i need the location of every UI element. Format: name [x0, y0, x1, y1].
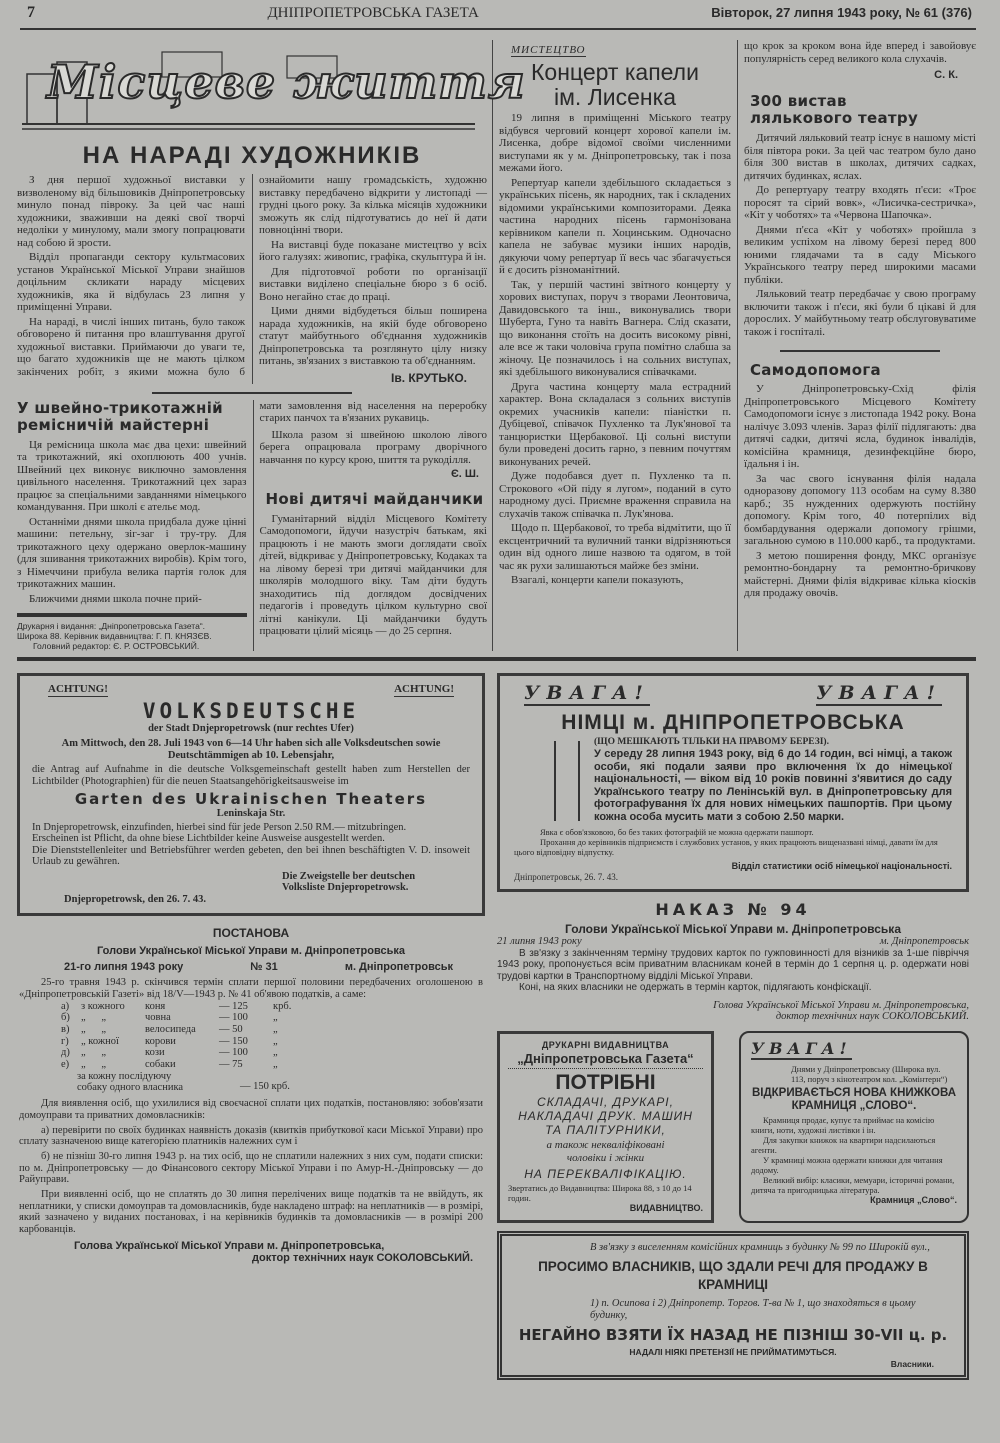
notice-subtitle: (ЩО МЕШКАЮТЬ ТІЛЬКИ НА ПРАВОМУ БЕРЕЗІ).: [594, 737, 829, 747]
paragraph: За час свого існування філія надала одноразову допомогу 113 особам на суму 8.380 карб.; 35 нужденних одержують постійну допомогу. Крім того, 40 потерпілих від бомбардування одержали допомогу грішми, загальною сумою в 110.000 карб., та продуктами.: [744, 472, 976, 547]
resolution-text: При виявленні осіб, що не сплатять до 30 липня перелічених вище податків та не ввійдуть, як неплатники, у списки домоуправ та домовласників, буде накладено штраф: на неплатників — в розмірі, який зазначено у виданих постановах, і на керівників будинків та домовласників — в розмірі 200 карбованців.: [19, 1189, 483, 1236]
order-signature: Голова Української Міської Управи м. Дніпропетровська, доктор технічних наук СОКОЛОВСЬКИЙ.: [713, 999, 969, 1022]
tax-row: [61, 1024, 297, 1036]
order-city: м. Дніпропетровськ: [879, 936, 969, 947]
ad-text: СКЛАДАЧІ, ДРУКАРІ, НАКЛАДАЧІ ДРУК. МАШИН ТА ПАЛІТУРНИКИ,: [518, 1094, 693, 1137]
paper-title: ДНІПРОПЕТРОВСЬКА ГАЗЕТА: [267, 5, 479, 21]
notice-place: Garten des Ukrainischen Theaters: [74, 790, 428, 808]
notice-title: VOLKSDEUTSCHE: [142, 698, 360, 723]
byline: С. К.: [934, 69, 958, 81]
sewing-article: [17, 400, 253, 652]
resolution-text: Для виявлення осіб, що ухилилися від своєчасної сплати цих податків, постановляю: зобов'язати домоуправи та приватних домовласників:: [19, 1098, 483, 1121]
ad-text: Великий вибір: класики, мемуари, історичні романи, дитяча та пригодницька література.: [751, 1174, 955, 1195]
tax-item: велосипеда: [145, 1023, 196, 1035]
notice-text: Erscheinen ist Pflicht, da ohne biese Lichtbilder keine Ausweise ausgestellt werden.: [32, 833, 385, 844]
paragraph: Для підготовчої роботи по організації виставки виділено спеціальне бюро з 6 осіб. Воно негайно стає до праці.: [259, 265, 487, 303]
paragraph: Ближчими днями школа почне прий-: [29, 592, 202, 605]
resolution-text: а) перевірити по своїх будинках наявність доказів (квитків прибуткової каси Міської Управи) про сплату зазначеною вище категорією платників належних сум і: [19, 1124, 483, 1148]
puppet-headline: 300 вистав лялькового театру: [750, 92, 919, 127]
tax-prefix: „ „: [81, 1023, 107, 1035]
order-94: [497, 900, 969, 1023]
notice-text: In Dnjepropetrowsk, einzufinden, hierbei sind für jede Person 2.50 RM.— mitzubringen.: [32, 821, 407, 833]
paragraph: На виставці буде показане мистецтво у всіх його галузях: живопис, графіка, скульптура й ін.: [259, 238, 487, 263]
paragraph: Так, у першій частині звітного концерту у хорових виступах, поруч з творами Леонтовича, Давидовського та інш., виконувались твори Шуберта, Гуно та навіть Вагнера. Слід сказати, що виконання стоїть на досить високому рівні, але все ж таки чоловіча група помітно слабша за жіночу. Це позначилось і на сольних виступах, які здебільшого виконувалися співачками.: [499, 278, 731, 378]
ad-title: ПОТРІБНІ: [555, 1070, 656, 1094]
resolution-text: б) не пізніш 30-го липня 1943 р. на тих осіб, що не сплатили належних з них сум, подати списки: по м. Дніпропетровську — до Фінансового сектору Міської Управи і по Амур-Н.-Дніпровську — до Райуправи.: [19, 1150, 483, 1186]
bottom-left: [17, 673, 485, 1380]
resolution-text: 25-го травня 1943 р. скінчився термін сплати першої половини передбачених оголошеною в «Дніпропетровській Газеті» від 18/V—1943 р. № 41 об'явою податків, а саме:: [19, 977, 483, 1000]
notice-text: Явка є обов'язковою, бо без таких фотографій не можна одержати пашпорт.: [540, 827, 814, 837]
tax-amount: — 150: [219, 1035, 248, 1047]
tax-amount: — 125: [219, 1000, 248, 1012]
notice-text: 1) п. Осипова і 2) Дніпропетр. Торгов. Т-ва № 1, що знаходяться в цьому будинку,: [590, 1297, 916, 1321]
tax-item: собаки: [145, 1059, 176, 1071]
rubric-label: МИСТЕЦТВО: [511, 44, 586, 56]
tax-unit: „: [273, 1047, 278, 1059]
tax-amount: — 50: [219, 1023, 243, 1035]
notice-text: die Antrag auf Aufnahme in die deutsche Volksgemeinschaft gestellt haben zum Herstellen der Lichtbilder (Photographien) für die neuen Staatsangehörigkeitsausweise im: [32, 764, 470, 787]
tax-unit: „: [273, 1012, 278, 1024]
paragraph: Репертуар капели здебільшого складається з українських пісень, як народних, так і складених відомими українськими композиторами. Деяка частина народних пісень гармонізована керівником капели п. Хоцинським. Одночасно капела не забуває музики інших народів, дякуючи чому репертуар її весь час збагачується й є досить різноманітний.: [499, 176, 731, 276]
ad-signature: ВИДАВНИЦТВО.: [629, 1202, 703, 1213]
concert-headline: Концерт капели ім. Лисенка: [531, 59, 699, 110]
paragraph: 19 липня в приміщенні Міського театру відбувся черговий концерт хорової капели ім. Лисенка, добре відомої своїми численними виступами як у м. Дніпропетровську, так і поза межами його.: [499, 112, 731, 174]
byline: Є. Ш.: [450, 468, 479, 480]
right-column: [737, 40, 976, 651]
ad-line: „Дніпропетровська Газета“: [508, 1051, 703, 1069]
notice-signature: Відділ статистики осіб німецької національності.: [731, 861, 952, 871]
ad-signature: Крамниця „Слово“.: [870, 1194, 957, 1205]
paragraph: На нараді, в числі інших питань, було також обговорено й питання про влаштування другої художньої виставки. Приймаючи до уваги те, що багато художників ще не мають цілком закінчених робіт, з якими можна було б ознайомити нашу громадськість, художню виставку передбачено відкрити у листопаді — грудні цього року. За кілька місяців художники зможуть як слід підготуватись до неї й дати повноцінні твори.: [17, 174, 487, 378]
rubric-banner: Місцеве життя: [17, 44, 479, 132]
resolution-city: м. Дніпропетровськ: [344, 961, 453, 974]
tax-prefix: „ „: [81, 1047, 107, 1059]
resolution-subtitle: Голови Української Міської Управи м. Дніпропетровська: [96, 944, 405, 957]
tax-item: кози: [145, 1047, 165, 1059]
germans-notice: [497, 673, 969, 892]
artists-article: [17, 174, 487, 384]
paragraph: Ляльковий театр передбачає у свою програму включити також і п'єси, які були б цікаві й для дорослих. У майбутньому театр обслуговуватиме також і госпіталі.: [744, 288, 976, 338]
tax-letter: г): [61, 1035, 69, 1047]
ad-text: Для закупки книжок на квартири надсилаються агенти.: [751, 1134, 936, 1155]
paragraph: Цими днями відбудеться більш поширена нарада художників, на якій буде обговорено статут майбутнього об'єднання художників Дніпропетровська та розглянуто цілу низку питань, зв'язаних з виставкою та об'єднанням.: [259, 305, 487, 367]
sewing-headline: У швейно-трикотажній ремісничій майстерні: [17, 398, 223, 434]
tax-item: човна: [145, 1012, 171, 1024]
paragraph: До репертуару театру входять п'єси: «Троє поросят та сірий вовк», «Лисичка-сестричка», «Кіт у чоботях» та «Червона Шапочка».: [744, 184, 976, 221]
achtung-label: ACHTUNG!: [48, 683, 108, 695]
paragraph: що крок за кроком вона йде вперед і завойовує популярність серед великого кола слухачів.: [744, 40, 976, 65]
issue-line: Вівторок, 27 липня 1943 року, № 61 (376): [711, 5, 972, 20]
paragraph: Взагалі, концерти капели показують,: [511, 574, 684, 586]
ads-row: [497, 1031, 969, 1223]
ad-text: а також некваліфіковані чоловіки і жінки: [546, 1138, 665, 1164]
tax-letter: е): [61, 1059, 70, 1071]
notice-text: Die Dienststellenleiter und Betriebsführer werden gebeten, den bei ihnen beschäftigten V. D. insoweit Urlaub zu gewähren.: [32, 844, 470, 867]
ad-text: Днями у Дніпропетровську (Широка вул. 113, поруч з кінотеатром кол. „Комінтерн“): [791, 1063, 948, 1084]
tax-row: [61, 1012, 297, 1024]
notice-lead: Am Mittwoch, den 28. Juli 1943 von 6—14 Uhr haben sich alle Volksdeutschen sowie Deutschtämmigen ab 10. Lebensjahr,: [61, 738, 441, 761]
paragraph: Останніми днями школа придбала дуже цінні машини: петельну, зіг-заг і тру-тру. Для трикотажного цеху одержано оверлок-машину (для зшивання трикотажних виробів). Крім того, з Німеччини прибула велика партія голок для трикотажних машин.: [17, 515, 247, 590]
volksdeutsche-notice: [17, 673, 485, 916]
paragraph: Друга частина концерту мала естрадний характер. Вона складалася з сольних виступів окремих учасників капели: піаністки п. Дубіцевої, співачок Пухленко та Лук'янової та танцюристки Щербакової. Ці сольні виступи були проведені досить гарно, з певним почуттям виконуваних речей.: [499, 380, 731, 468]
ad-line: ДРУКАРНІ ВИДАВНИЦТВА: [541, 1039, 670, 1050]
paragraph: Дитячий ляльковий театр існує в нашому місті біля півтора роки. За цей час театром було дано біля 300 вистав в школах, дитячих садках, дитячих будинках, яслах.: [744, 132, 976, 182]
tax-table: [61, 1001, 297, 1071]
tax-item: коня: [145, 1000, 166, 1012]
tax-row: [61, 1059, 297, 1071]
ad-title: ВІДКРИВАЄТЬСЯ НОВА КНИЖКОВА КРАМНИЦЯ „СЛОВО“.: [751, 1086, 957, 1112]
notice-signature: Die Zweigstelle ber deutschen Volksliste Dnjepropetrowsk.: [282, 870, 416, 893]
tax-item: корови: [145, 1035, 176, 1047]
sewing-continuation: [253, 400, 488, 652]
resolution-date: 21-го липня 1943 року: [64, 961, 184, 974]
tax-unit: крб.: [273, 1000, 292, 1012]
paragraph: мати замовлення від населення на переробку старих панчох та в'язаних рукавиць.: [259, 399, 487, 424]
uvaga-label: УВАГА!: [816, 682, 942, 704]
masthead-rule: [20, 28, 976, 30]
notice-text: НАДАЛІ НІЯКІ ПРЕТЕНЗІЇ НЕ ПРИЙМАТИМУТЬСЯ.: [629, 1346, 837, 1357]
artists-headline: НА НАРАДІ ХУДОЖНИКІВ: [82, 142, 422, 169]
tax-unit: „: [273, 1023, 278, 1035]
notice-dateline: Дніпропетровськ, 26. 7. 43.: [514, 872, 619, 882]
order-text: Коні, на яких власники не одержать в термін карток, підлягають конфіскації.: [519, 982, 872, 993]
notice-dateline: Dnjepropetrowsk, den 26. 7. 43.: [64, 893, 206, 905]
paragraph: Школа разом зі швейною школою лівого берега опрацювала програму дворічного навчання по курсу крою, шиття та рукоділля.: [259, 428, 487, 466]
bookshop-ad: [739, 1031, 969, 1223]
tax-prefix: „ „: [81, 1059, 107, 1071]
notice-street: Leninskaja Str.: [216, 808, 286, 819]
uvaga-label: УВАГА!: [751, 1038, 852, 1058]
paragraph: Щодо п. Щербакової, то треба відмітити, що її ексцентричний та вуличний танки відрізняються один від одного лише назвою та одягом, в той час як рухи залишаються майже без зміни.: [499, 522, 731, 572]
concert-article: [492, 40, 737, 651]
bottom-right: [497, 673, 969, 1380]
notice-title: НІМЦІ м. ДНІПРОПЕТРОВСЬКА: [561, 711, 905, 734]
divider: [780, 350, 940, 352]
resolution-signature: Голова Української Міської Управи м. Дніпропетровська, доктор технічних наук СОКОЛОВСЬКИЙ.: [74, 1239, 473, 1264]
notice-subtitle: der Stadt Dnjepropetrowsk (nur rechtes Ufer): [148, 722, 354, 734]
tax-unit: „: [273, 1059, 278, 1071]
tax-amount: — 100: [219, 1012, 248, 1024]
tax-letter: а): [61, 1000, 70, 1012]
notice-headline: НЕГАЙНО ВЗЯТИ ЇХ НАЗАД НЕ ПІЗНІШ 30-VII ц. р.: [518, 1325, 948, 1344]
resolution-number: № 31: [250, 961, 278, 974]
paragraph: Відділ пропаганди сектору культмасових установ Української Міської Управи знайшов доцільним скликати нараду місцевих художників, яка й відбулась 23 липня у приміщенні Управи.: [17, 251, 245, 313]
notice-text: В зв'язку з виселенням комісійних крамниць з будинку № 99 по Широкій вул.,: [590, 1241, 930, 1253]
tax-row: [61, 1047, 297, 1059]
section-rule: [17, 657, 976, 661]
byline: Ів. КРУТЬКО.: [391, 370, 467, 385]
ornament-icon: [554, 741, 580, 821]
tax-prefix: „ кожної: [81, 1035, 119, 1047]
selfhelp-headline: Самодопомога: [750, 361, 881, 379]
divider: [152, 392, 352, 394]
local-life-section: [17, 40, 526, 651]
print-shop-ad: [497, 1031, 714, 1223]
paragraph: Днями п'єса «Кіт у чоботях» пройшла з великим успіхом на лівому березі перед 800 юними глядачами та в саду Міського Українського театру перед широкими масами публіки.: [744, 223, 976, 286]
tax-prefix: з кожного: [81, 1000, 125, 1012]
divider: [17, 613, 247, 617]
notice-signature: Власники.: [890, 1358, 934, 1369]
paragraph: З метою поширення фонду, МКС організує ремонтно-бондарну та ремонтно-бричкову майстерні. Днями філія відкриває кілька кіосків для продажу овочів.: [744, 549, 976, 599]
tax-letter: б): [61, 1012, 70, 1024]
tax-amount: — 100: [219, 1047, 248, 1059]
tax-prefix: „ „: [81, 1012, 107, 1024]
paragraph: Гуманітарний відділ Місцевого Комітету Самодопомоги, йдучи назустріч батькам, які працюють і не мають змоги доглядати своїх дітей, відкриває у Дніпропетровську, Кодаках та на лівому березі три дитячі майданчики для школярів молодшого віку. Там діти будуть знаходитись під доглядом досвідчених педагогів і проведуть цілком культурно свої літні канікули. Ці майданчики будуть працювати цілий місяць — до 25 серпня.: [259, 512, 487, 637]
ad-text: Крамниця продає, купує та приймає на комісію книги, ноти, художні листівки і ін.: [751, 1114, 935, 1135]
notice-text: Прохання до керівників підприємств і службових установ, у яких працюють вищеназвані німці, давати їм для цього відповідну відпустку.: [514, 837, 938, 857]
tax-letter: д): [61, 1047, 70, 1059]
order-title: НАКАЗ № 94: [655, 900, 811, 919]
paragraph: У Дніпропетровську-Схід філія Дніпропетровського Місцевого Комітету Самодопомоги існує з листопада 1942 року. Вона налічує 3.093 членів. Зараз філії підлягають: два дитячі садки, дитячі ясла, будинок інвалідів, комісійна крамниця, дезинфекційне бюро, їдальня і ін.: [744, 383, 976, 470]
tax-extra-row: за кожну послідуючу собаку одного власника — 150 крб.: [77, 1070, 290, 1094]
paragraph: З дня першої художньої виставки у визволеному від більшовиків Дніпропетровську минуло понад півроку. За цей час наші художники, зваживши на деякі свої творчі недоліки у минулому, мали змогу попрацювати над собою й зрости.: [17, 174, 245, 249]
tax-amount: — 75: [219, 1059, 243, 1071]
playgrounds-headline: Нові дитячі майданчики: [265, 489, 484, 508]
paragraph: Дуже подобався дует п. Пухленко та п. Строкового «Ой піду я лугом», поданий в суто народному дусі. Приємне враження справила на слухачів також співачка п. Лук'янова.: [499, 470, 731, 520]
commission-shops-notice: [497, 1231, 969, 1380]
order-date: 21 липня 1943 року: [497, 936, 582, 947]
resolution-title: ПОСТАНОВА: [212, 926, 290, 940]
top-section: [17, 40, 976, 651]
notice-lead: У середу 28 липня 1943 року, від 6 до 14 годин, всі німці, а також особи, які подали заяви про включення їх до німецької національності, — віком від 10 років повинні з'явитися до саду Українського театру по Ленінській вул. в Дніпропетровську для фотографування їх для нових німецьких пашпортів. При цьому кожна особа мусить мати з собою 2.50 марки.: [594, 748, 952, 823]
ad-text: У крамниці можна одержати книжки для читання додому.: [751, 1154, 943, 1175]
ad-text: НА ПЕРЕКВАЛІФІКАЦІЮ.: [524, 1166, 687, 1181]
imprint: Друкарня і видання: „Дніпропетровська Газета“. Широка 88. Керівник видавництва: Г. П. КНЯЗЄВ. Головний редактор: Є. Р. ОСТРОВСЬКИЙ.: [17, 621, 212, 651]
lower-left-columns: [17, 400, 487, 652]
notice-headline: ПРОСИМО ВЛАСНИКІВ, ЩО ЗДАЛИ РЕЧІ ДЛЯ ПРОДАЖУ В КРАМНИЦІ: [538, 1258, 928, 1292]
masthead: [17, 4, 976, 22]
tax-row: [61, 1036, 297, 1048]
achtung-label: ACHTUNG!: [394, 683, 454, 695]
order-text: В зв'язку з закінченням терміну трудових карток по гужповинності для візників за 1-ше півріччя 1943 року, пропонується всім приватним власникам коней в термін до 1 серпня ц. р. одержати нові трудові картки в Транспортному відділі Міської Управи.: [497, 947, 969, 982]
order-subtitle: Голови Української Міської Управи м. Дніпропетровська: [564, 922, 901, 936]
tax-letter: в): [61, 1023, 70, 1035]
paragraph: Ця ремісница школа має два цехи: швейний та трикотажний, які охоплюють 400 учнів. Швейний цех виконує виключно замовлення цивільного населення. Трикотажний цех зараз працює за спеціальними завданнями німецького командування. При школі є ательє мод.: [17, 438, 247, 513]
bottom-section: [17, 673, 976, 1380]
resolution-31: [17, 928, 485, 1264]
tax-unit: „: [273, 1035, 278, 1047]
page-number: 7: [27, 4, 35, 21]
ad-contact: Звертатись до Видавництва: Широка 88, з 10 до 14 годин.: [508, 1182, 692, 1203]
tax-row: [61, 1001, 297, 1013]
uvaga-label: УВАГА!: [524, 682, 650, 704]
